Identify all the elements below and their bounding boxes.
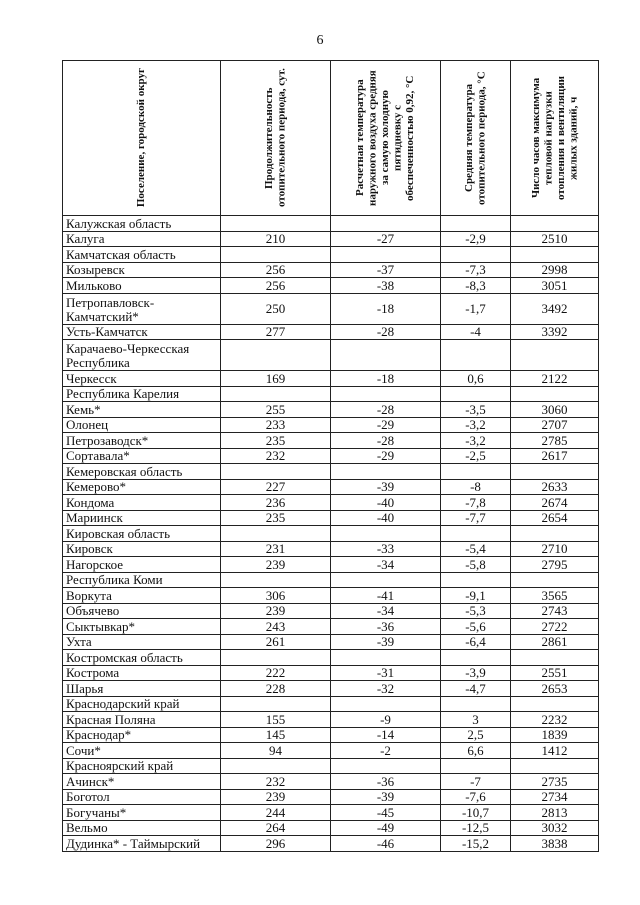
design-temp-cell: -14 [331,727,441,743]
peak-hours-cell [511,216,599,232]
design-temp-cell [331,464,441,480]
peak-hours-cell [511,247,599,263]
avg-temp-cell: -12,5 [441,820,511,836]
page-number: 6 [316,33,324,48]
peak-hours-cell: 2617 [511,448,599,464]
design-temp-cell: -46 [331,836,441,852]
peak-hours-cell: 1839 [511,727,599,743]
region-row [63,526,599,542]
duration-cell: 233 [221,417,331,433]
duration-cell: 94 [221,743,331,759]
table-row [63,479,599,495]
duration-cell [221,216,331,232]
header-duration: Продолжительность отопительного периода, сут. [221,61,331,216]
avg-temp-cell: 0,6 [441,371,511,387]
avg-temp-cell: -5,8 [441,557,511,573]
peak-hours-cell: 3032 [511,820,599,836]
design-temp-cell: -41 [331,588,441,604]
avg-temp-cell: 6,6 [441,743,511,759]
peak-hours-cell: 2861 [511,634,599,650]
design-temp-cell: -36 [331,774,441,790]
design-temp-cell: -18 [331,371,441,387]
avg-temp-cell: -4,7 [441,681,511,697]
design-temp-cell [331,386,441,402]
avg-temp-cell [441,650,511,666]
avg-temp-cell [441,464,511,480]
settlement-name: Сыктывкар* [63,619,221,635]
peak-hours-cell: 2743 [511,603,599,619]
table-row [63,712,599,728]
design-temp-cell: -27 [331,231,441,247]
region-name: Кировская область [63,526,221,542]
peak-hours-cell: 2722 [511,619,599,635]
region-name: Красноярский край [63,758,221,774]
settlement-name: Олонец [63,417,221,433]
duration-cell [221,758,331,774]
settlement-name: Петропавловск-Камчатский* [63,293,221,324]
duration-cell: 222 [221,665,331,681]
peak-hours-cell [511,696,599,712]
design-temp-cell: -33 [331,541,441,557]
table-row [63,836,599,852]
avg-temp-cell: -3,2 [441,417,511,433]
peak-hours-cell: 2707 [511,417,599,433]
header-settlement: Поселение, городской округ [63,61,221,216]
duration-cell: 306 [221,588,331,604]
duration-cell [221,247,331,263]
table-row [63,603,599,619]
design-temp-cell: -2 [331,743,441,759]
region-row [63,216,599,232]
region-row [63,650,599,666]
table-row [63,619,599,635]
table-row [63,417,599,433]
table-row [63,681,599,697]
peak-hours-cell: 2653 [511,681,599,697]
settlement-name: Воркута [63,588,221,604]
avg-temp-cell: -9,1 [441,588,511,604]
avg-temp-cell [441,216,511,232]
heating-climate-table [62,60,599,852]
table-row [63,448,599,464]
avg-temp-cell: -8,3 [441,278,511,294]
duration-cell: 239 [221,789,331,805]
avg-temp-cell: -4 [441,324,511,340]
duration-cell: 210 [221,231,331,247]
peak-hours-cell: 3392 [511,324,599,340]
table-row [63,789,599,805]
region-name: Карачаево-Черкесская Республика [63,340,221,371]
table-row [63,665,599,681]
design-temp-cell: -36 [331,619,441,635]
settlement-name: Петрозаводск* [63,433,221,449]
peak-hours-cell [511,572,599,588]
peak-hours-cell: 3838 [511,836,599,852]
duration-cell: 264 [221,820,331,836]
peak-hours-cell: 2710 [511,541,599,557]
settlement-name: Кемь* [63,402,221,418]
peak-hours-cell [511,650,599,666]
design-temp-cell [331,340,441,371]
settlement-name: Ухта [63,634,221,650]
table-row [63,820,599,836]
peak-hours-cell: 2998 [511,262,599,278]
settlement-name: Сортавала* [63,448,221,464]
avg-temp-cell: -10,7 [441,805,511,821]
avg-temp-cell [441,340,511,371]
design-temp-cell: -39 [331,479,441,495]
design-temp-cell: -28 [331,324,441,340]
table-row [63,495,599,511]
duration-cell [221,650,331,666]
avg-temp-cell: -6,4 [441,634,511,650]
duration-cell: 277 [221,324,331,340]
duration-cell: 236 [221,495,331,511]
design-temp-cell: -28 [331,402,441,418]
peak-hours-cell: 2785 [511,433,599,449]
duration-cell: 261 [221,634,331,650]
table-row [63,588,599,604]
settlement-name: Калуга [63,231,221,247]
settlement-name: Кострома [63,665,221,681]
settlement-name: Сочи* [63,743,221,759]
avg-temp-cell: -7,8 [441,495,511,511]
design-temp-cell: -31 [331,665,441,681]
header-design-temp: Расчетная температура наружного воздуха средняя за самую холодную пятидневку с обеспеченностью 0,92, °С [331,61,441,216]
duration-cell: 243 [221,619,331,635]
avg-temp-cell [441,526,511,542]
design-temp-cell [331,216,441,232]
design-temp-cell: -28 [331,433,441,449]
peak-hours-cell: 2232 [511,712,599,728]
duration-cell: 244 [221,805,331,821]
avg-temp-cell [441,247,511,263]
table-row [63,293,599,324]
settlement-name: Козыревск [63,262,221,278]
design-temp-cell: -39 [331,789,441,805]
duration-cell: 255 [221,402,331,418]
avg-temp-cell: -7,3 [441,262,511,278]
region-name: Костромская область [63,650,221,666]
table-row [63,743,599,759]
avg-temp-cell: -7,6 [441,789,511,805]
peak-hours-cell: 2735 [511,774,599,790]
duration-cell: 256 [221,262,331,278]
peak-hours-cell: 3051 [511,278,599,294]
table-row [63,262,599,278]
avg-temp-cell: -5,4 [441,541,511,557]
region-name: Республика Карелия [63,386,221,402]
peak-hours-cell: 2633 [511,479,599,495]
region-name: Кемеровская область [63,464,221,480]
duration-cell: 296 [221,836,331,852]
peak-hours-cell [511,386,599,402]
duration-cell: 239 [221,557,331,573]
region-row [63,696,599,712]
avg-temp-cell: 2,5 [441,727,511,743]
region-name: Камчатская область [63,247,221,263]
avg-temp-cell: -15,2 [441,836,511,852]
design-temp-cell: -32 [331,681,441,697]
settlement-name: Вельмо [63,820,221,836]
settlement-name: Мариинск [63,510,221,526]
duration-cell [221,386,331,402]
header-avg-temp: Средняя температура отопительного периода, °С [441,61,511,216]
peak-hours-cell: 2654 [511,510,599,526]
design-temp-cell: -49 [331,820,441,836]
peak-hours-cell: 2674 [511,495,599,511]
peak-hours-cell: 3060 [511,402,599,418]
duration-cell [221,464,331,480]
settlement-name: Боготол [63,789,221,805]
settlement-name: Мильково [63,278,221,294]
avg-temp-cell [441,386,511,402]
design-temp-cell: -40 [331,510,441,526]
design-temp-cell [331,650,441,666]
table-row [63,805,599,821]
duration-cell: 250 [221,293,331,324]
design-temp-cell: -45 [331,805,441,821]
settlement-name: Ачинск* [63,774,221,790]
design-temp-cell: -39 [331,634,441,650]
peak-hours-cell: 2813 [511,805,599,821]
peak-hours-cell: 1412 [511,743,599,759]
design-temp-cell: -18 [331,293,441,324]
avg-temp-cell: -7,7 [441,510,511,526]
settlement-name: Краснодар* [63,727,221,743]
avg-temp-cell: -7 [441,774,511,790]
peak-hours-cell: 2510 [511,231,599,247]
peak-hours-cell [511,758,599,774]
settlement-name: Дудинка* - Таймырский [63,836,221,852]
region-row [63,386,599,402]
duration-cell [221,526,331,542]
region-name: Калужская область [63,216,221,232]
table-row [63,433,599,449]
settlement-name: Кондома [63,495,221,511]
settlement-name: Красная Поляна [63,712,221,728]
duration-cell [221,696,331,712]
avg-temp-cell: 3 [441,712,511,728]
settlement-name: Объячево [63,603,221,619]
design-temp-cell: -34 [331,557,441,573]
region-row [63,464,599,480]
duration-cell [221,340,331,371]
settlement-name: Усть-Камчатск [63,324,221,340]
table-row [63,634,599,650]
duration-cell [221,572,331,588]
table-row [63,557,599,573]
table-row [63,727,599,743]
peak-hours-cell [511,340,599,371]
design-temp-cell: -37 [331,262,441,278]
design-temp-cell: -29 [331,448,441,464]
design-temp-cell [331,247,441,263]
avg-temp-cell: -2,5 [441,448,511,464]
design-temp-cell: -38 [331,278,441,294]
peak-hours-cell: 3492 [511,293,599,324]
avg-temp-cell [441,758,511,774]
duration-cell: 232 [221,774,331,790]
region-row [63,572,599,588]
peak-hours-cell: 3565 [511,588,599,604]
table-row [63,278,599,294]
duration-cell: 169 [221,371,331,387]
duration-cell: 239 [221,603,331,619]
design-temp-cell [331,526,441,542]
avg-temp-cell: -2,9 [441,231,511,247]
duration-cell: 231 [221,541,331,557]
avg-temp-cell: -5,3 [441,603,511,619]
design-temp-cell: -9 [331,712,441,728]
avg-temp-cell [441,696,511,712]
duration-cell: 256 [221,278,331,294]
design-temp-cell: -29 [331,417,441,433]
table-row [63,402,599,418]
settlement-name: Богучаны* [63,805,221,821]
settlement-name: Шарья [63,681,221,697]
region-name: Краснодарский край [63,696,221,712]
avg-temp-cell: -3,5 [441,402,511,418]
settlement-name: Черкесск [63,371,221,387]
design-temp-cell [331,696,441,712]
avg-temp-cell: -1,7 [441,293,511,324]
design-temp-cell: -40 [331,495,441,511]
design-temp-cell [331,572,441,588]
header-peak-hours: Число часов максимума тепловой нагрузки отопления и вентиляции жилых зданий, ч [511,61,599,216]
peak-hours-cell [511,464,599,480]
table-row [63,324,599,340]
table-row [63,231,599,247]
peak-hours-cell: 2795 [511,557,599,573]
duration-cell: 155 [221,712,331,728]
duration-cell: 227 [221,479,331,495]
region-row [63,340,599,371]
design-temp-cell: -34 [331,603,441,619]
duration-cell: 228 [221,681,331,697]
settlement-name: Кировск [63,541,221,557]
table-row [63,371,599,387]
avg-temp-cell [441,572,511,588]
peak-hours-cell: 2122 [511,371,599,387]
duration-cell: 232 [221,448,331,464]
settlement-name: Нагорское [63,557,221,573]
region-row [63,247,599,263]
table-row [63,510,599,526]
duration-cell: 145 [221,727,331,743]
region-row [63,758,599,774]
avg-temp-cell: -3,2 [441,433,511,449]
avg-temp-cell: -3,9 [441,665,511,681]
table-row [63,541,599,557]
duration-cell: 235 [221,433,331,449]
avg-temp-cell: -5,6 [441,619,511,635]
table-row [63,774,599,790]
header-row [63,61,599,216]
peak-hours-cell: 2551 [511,665,599,681]
settlement-name: Кемерово* [63,479,221,495]
peak-hours-cell: 2734 [511,789,599,805]
peak-hours-cell [511,526,599,542]
region-name: Республика Коми [63,572,221,588]
duration-cell: 235 [221,510,331,526]
avg-temp-cell: -8 [441,479,511,495]
design-temp-cell [331,758,441,774]
